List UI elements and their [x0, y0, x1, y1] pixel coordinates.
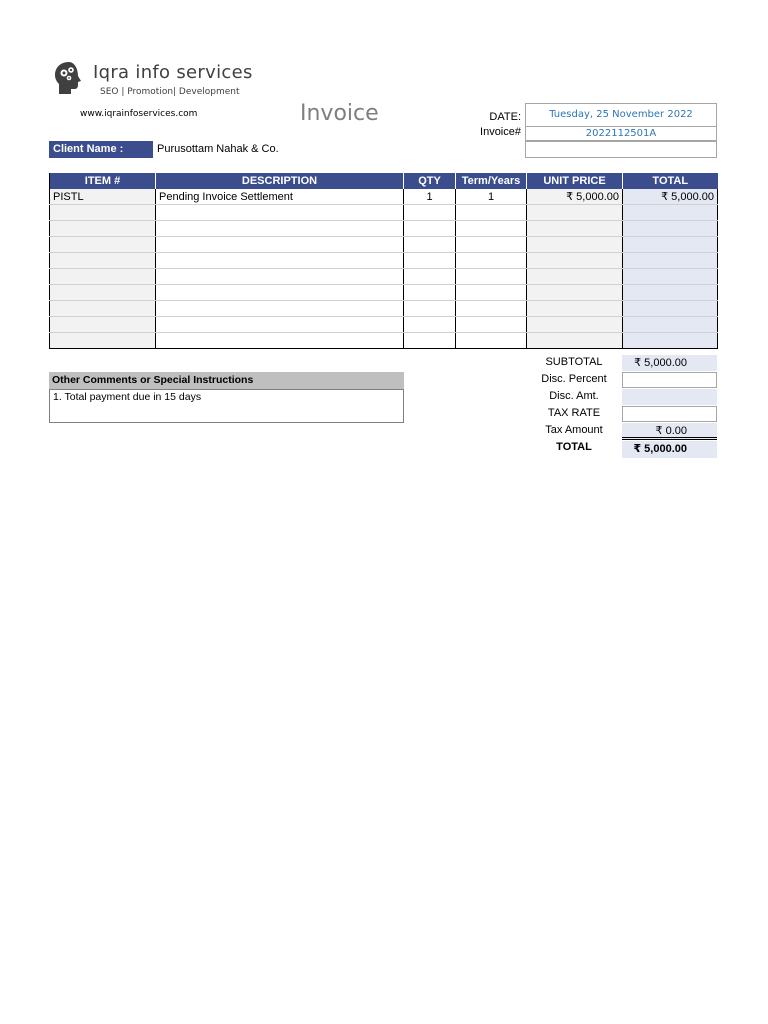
cell-term: [456, 333, 527, 349]
cell-term: [456, 317, 527, 333]
cell-unit-price: [527, 301, 623, 317]
cell-description: [156, 317, 404, 333]
cell-item: [50, 285, 156, 301]
subtotal-value: ₹ 5,000.00: [622, 355, 717, 371]
cell-term: [456, 285, 527, 301]
table-row: [50, 301, 718, 317]
document-title: Invoice: [300, 101, 379, 126]
column-header-item: ITEM #: [50, 173, 156, 189]
tax-amount-label: Tax Amount: [545, 424, 603, 436]
cell-total: [623, 205, 718, 221]
comments-text: 1. Total payment due in 15 days: [49, 389, 404, 423]
cell-description: [156, 221, 404, 237]
column-header-qty: QTY: [404, 173, 456, 189]
cell-unit-price: [527, 317, 623, 333]
cell-unit-price: [527, 205, 623, 221]
disc-amt-label: Disc. Amt.: [549, 390, 599, 402]
total-label: TOTAL: [556, 441, 592, 453]
cell-description: [156, 205, 404, 221]
cell-item: [50, 317, 156, 333]
table-row: [50, 189, 718, 205]
cell-total: [623, 237, 718, 253]
cell-term: [456, 269, 527, 285]
cell-qty: [404, 301, 456, 317]
column-header-description: DESCRIPTION: [156, 173, 404, 189]
blank-meta-field: [525, 141, 717, 158]
cell-qty: [404, 285, 456, 301]
cell-total: [623, 269, 718, 285]
disc-percent-field: [622, 372, 717, 388]
cell-total: [623, 285, 718, 301]
cell-item: PISTL: [50, 189, 156, 205]
disc-percent-label: Disc. Percent: [541, 373, 607, 385]
cell-total: [623, 333, 718, 349]
cell-description: [156, 285, 404, 301]
client-name-value: Purusottam Nahak & Co.: [157, 143, 279, 155]
table-row: [50, 221, 718, 237]
cell-description: [156, 333, 404, 349]
company-tagline: SEO | Promotion| Development: [100, 87, 240, 97]
disc-amt-value: [622, 389, 717, 405]
tax-rate-label: TAX RATE: [547, 407, 601, 419]
head-gears-icon: [52, 60, 86, 96]
cell-qty: [404, 317, 456, 333]
cell-qty: [404, 221, 456, 237]
cell-description: Pending Invoice Settlement: [156, 189, 404, 205]
cell-term: [456, 205, 527, 221]
invoice-items-table: [49, 173, 718, 349]
company-website: www.iqrainfoservices.com: [80, 109, 198, 119]
cell-qty: [404, 269, 456, 285]
table-row: [50, 285, 718, 301]
cell-item: [50, 253, 156, 269]
cell-unit-price: [527, 253, 623, 269]
cell-unit-price: [527, 285, 623, 301]
cell-total: [623, 301, 718, 317]
table-row: [50, 237, 718, 253]
client-name-label: Client Name :: [49, 141, 153, 158]
grand-total-value: ₹ 5,000.00: [622, 441, 717, 458]
tax-rate-field: [622, 406, 717, 422]
table-row: [50, 269, 718, 285]
cell-item: [50, 333, 156, 349]
cell-term: [456, 237, 527, 253]
cell-qty: [404, 205, 456, 221]
tax-amount-value: ₹ 0.00: [622, 423, 717, 440]
column-header-term: Term/Years: [456, 173, 527, 189]
cell-unit-price: [527, 333, 623, 349]
cell-description: [156, 269, 404, 285]
cell-total: [623, 253, 718, 269]
cell-unit-price: [527, 237, 623, 253]
cell-unit-price: [527, 221, 623, 237]
date-field: Tuesday, 25 November 2022: [525, 103, 717, 127]
comments-header: Other Comments or Special Instructions: [49, 372, 404, 389]
cell-qty: [404, 253, 456, 269]
column-header-total: TOTAL: [623, 173, 718, 189]
invoice-number-field: 2022112501A: [525, 126, 717, 141]
column-header-unit-price: UNIT PRICE: [527, 173, 623, 189]
table-row: [50, 333, 718, 349]
cell-qty: [404, 237, 456, 253]
table-row: [50, 253, 718, 269]
cell-qty: [404, 333, 456, 349]
cell-total: [623, 317, 718, 333]
cell-term: [456, 301, 527, 317]
cell-term: 1: [456, 189, 527, 205]
cell-item: [50, 237, 156, 253]
cell-description: [156, 237, 404, 253]
cell-total: [623, 221, 718, 237]
table-row: [50, 205, 718, 221]
cell-item: [50, 269, 156, 285]
table-header-row: [50, 173, 718, 189]
date-label: DATE:: [489, 111, 521, 123]
cell-item: [50, 301, 156, 317]
subtotal-label: SUBTOTAL: [545, 356, 603, 368]
cell-qty: 1: [404, 189, 456, 205]
cell-description: [156, 301, 404, 317]
cell-unit-price: ₹ 5,000.00: [527, 189, 623, 205]
cell-description: [156, 253, 404, 269]
cell-total: ₹ 5,000.00: [623, 189, 718, 205]
cell-term: [456, 221, 527, 237]
cell-item: [50, 221, 156, 237]
invoice-number-label: Invoice#: [480, 126, 521, 138]
cell-term: [456, 253, 527, 269]
cell-unit-price: [527, 269, 623, 285]
table-row: [50, 317, 718, 333]
cell-item: [50, 205, 156, 221]
company-name: Iqra info services: [93, 62, 253, 83]
